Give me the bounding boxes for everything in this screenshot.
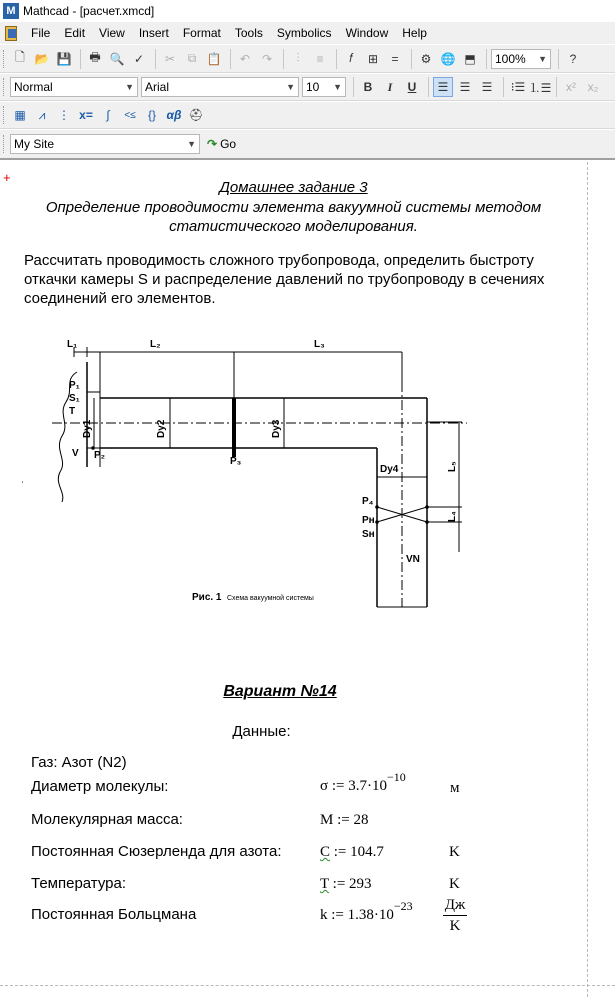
t-value: 293: [349, 876, 372, 892]
greek-icon[interactable]: αβ: [166, 108, 182, 122]
assign-op: :=: [333, 844, 347, 860]
programming-icon[interactable]: {}: [147, 108, 156, 122]
label-vn: VN: [406, 554, 420, 565]
separator: [503, 77, 504, 97]
calculate-icon[interactable]: =: [391, 51, 399, 66]
k-exponent: −23: [393, 899, 413, 913]
subtitle-line-1[interactable]: Определение проводимости элемента вакуумной системы методом: [45, 199, 542, 216]
menu-view[interactable]: View: [99, 26, 125, 40]
task-line-1[interactable]: Рассчитать проводимость сложного трубопровода, определить быстроту: [24, 252, 534, 269]
web-icon[interactable]: ⬒: [464, 51, 476, 66]
label-t: T: [69, 406, 76, 417]
cut-icon[interactable]: ✂: [164, 51, 176, 66]
label-v: V: [72, 448, 79, 459]
param-label-boltzmann[interactable]: Постоянная Больцмана: [31, 906, 197, 923]
unit-joule-per-kelvin: [443, 897, 467, 935]
site-select[interactable]: [10, 134, 200, 154]
label-l4: L₄: [447, 511, 458, 522]
print-icon[interactable]: 🖶: [89, 50, 101, 64]
param-expr-molar-mass[interactable]: [320, 812, 368, 829]
unit-kelvin: K: [449, 876, 460, 892]
separator: [353, 77, 354, 97]
zoom-value: 100%: [495, 51, 526, 66]
insert-function-icon[interactable]: 𝑓: [349, 51, 353, 65]
label-d2: Dу2: [156, 419, 167, 438]
align-center-icon[interactable]: ☰: [459, 80, 471, 94]
homework-title[interactable]: Домашнее задание 3: [219, 179, 368, 196]
separator: [428, 77, 429, 97]
graph-icon[interactable]: ⩘: [38, 107, 46, 122]
menu-bar: [0, 22, 615, 44]
font-size-select[interactable]: [302, 77, 346, 97]
separator: [155, 49, 156, 69]
subscript-button[interactable]: x₂: [587, 80, 599, 94]
numbering-icon[interactable]: ⒈☰: [528, 80, 552, 95]
figure-caption-number: Рис. 1: [192, 592, 222, 603]
label-sh: Sн: [362, 529, 375, 540]
boolean-icon[interactable]: <≤: [124, 109, 136, 121]
param-expr-temperature[interactable]: [320, 876, 372, 893]
variant-title[interactable]: Вариант №14: [223, 683, 337, 700]
style-value: Normal: [14, 80, 53, 94]
gas-label[interactable]: Газ: Азот (N2): [31, 754, 127, 771]
sigma-value: 3.7·10: [348, 778, 387, 794]
redo-icon[interactable]: ↷: [261, 51, 273, 66]
label-p2: P₂: [94, 450, 106, 461]
formatting-toolbar: [0, 73, 615, 101]
m-symbol: M: [320, 812, 334, 828]
param-label-molar-mass[interactable]: Молекулярная масса:: [31, 811, 183, 828]
align-down-icon[interactable]: ≡: [316, 51, 324, 66]
matrix-icon[interactable]: ⋮: [58, 108, 70, 122]
sigma-exponent: −10: [386, 770, 406, 784]
site-value: My Site: [14, 137, 55, 151]
italic-button[interactable]: I: [387, 79, 393, 94]
param-label-diameter[interactable]: Диаметр молекулы:: [31, 778, 169, 795]
param-expr-diameter[interactable]: [320, 770, 406, 795]
document-icon[interactable]: [4, 25, 18, 41]
resources-toolbar: [0, 129, 615, 160]
zoom-select[interactable]: [491, 49, 551, 69]
separator: [411, 49, 412, 69]
sigma-symbol: σ: [320, 778, 329, 794]
paste-icon[interactable]: 📋: [206, 51, 222, 66]
font-value: Arial: [145, 80, 170, 94]
insert-unit-icon[interactable]: ⊞: [367, 51, 379, 66]
page-break-vertical: [587, 162, 588, 997]
param-expr-sutherland[interactable]: [320, 844, 384, 861]
label-l1: L₁: [67, 339, 78, 350]
task-line-3[interactable]: соединений его элементов.: [24, 290, 216, 307]
mathcad-app-icon: M: [3, 3, 19, 19]
window-title: Mathcad - [расчет.xmcd]: [23, 4, 155, 18]
separator: [558, 49, 559, 69]
bold-button[interactable]: B: [363, 80, 373, 94]
menu-format[interactable]: Format: [182, 26, 221, 40]
unit-meter: м: [450, 780, 460, 796]
undo-icon[interactable]: ↶: [239, 51, 251, 66]
k-symbol: k: [320, 907, 328, 923]
toolbar-grip[interactable]: [3, 78, 6, 96]
font-size-value: 10: [306, 80, 320, 94]
label-d1: Dу1: [82, 419, 93, 438]
title-bar: [0, 0, 615, 22]
new-file-icon[interactable]: 🗋: [15, 50, 25, 64]
separator: [230, 49, 231, 69]
underline-button[interactable]: U: [407, 80, 417, 94]
font-select[interactable]: [141, 77, 299, 97]
menu-file[interactable]: File: [31, 26, 51, 40]
align-left-icon[interactable]: ☰: [433, 77, 453, 97]
style-select[interactable]: [10, 77, 138, 97]
label-p1: P₁: [69, 380, 80, 391]
menu-edit[interactable]: Edit: [64, 26, 86, 40]
assign-op: :=: [337, 812, 350, 828]
label-d3: Dу3: [271, 419, 282, 438]
evaluation-icon[interactable]: x=: [79, 108, 93, 122]
param-label-sutherland[interactable]: Постоянная Сюзерленда для азота:: [31, 843, 282, 860]
separator: [283, 49, 284, 69]
crosshair-cursor-icon: +: [3, 170, 11, 185]
separator: [486, 49, 487, 69]
param-expr-boltzmann[interactable]: [320, 899, 413, 924]
label-s1: S₁: [69, 393, 80, 404]
c-symbol: C: [320, 844, 331, 860]
chevron-down-icon: ▼: [333, 82, 342, 92]
calculator-icon[interactable]: ▦: [14, 108, 26, 122]
label-pv: P₄: [362, 496, 374, 507]
chevron-down-icon: ▼: [286, 82, 295, 92]
toolbar-grip[interactable]: [3, 50, 6, 68]
help-icon[interactable]: ?: [569, 51, 577, 66]
go-arrow-icon: ↷: [207, 137, 218, 151]
menu-window[interactable]: Window: [345, 26, 389, 40]
t-symbol: T: [320, 876, 329, 892]
spell-check-icon[interactable]: ✓: [133, 51, 145, 66]
menu-insert[interactable]: Insert: [138, 26, 169, 40]
unit-kelvin: K: [449, 844, 460, 860]
chevron-down-icon: ▼: [125, 82, 134, 92]
chevron-down-icon: ▼: [187, 139, 196, 149]
standard-toolbar: [0, 44, 615, 73]
task-line-2[interactable]: откачки камеры S и распределение давлений по трубопроводу в сечениях: [24, 271, 545, 288]
separator: [80, 49, 81, 69]
page-break-horizontal: [0, 985, 615, 986]
assign-op: :=: [332, 876, 346, 892]
menu-symbolics[interactable]: Symbolics: [276, 26, 332, 40]
unit-denominator: K: [449, 918, 461, 934]
label-p3: P₃: [230, 456, 242, 467]
copy-icon[interactable]: ⧉: [187, 51, 197, 65]
go-label: Go: [220, 137, 237, 151]
resource-center-icon[interactable]: 🌐: [440, 51, 456, 66]
menu-help[interactable]: Help: [402, 26, 427, 40]
chevron-down-icon: ▼: [538, 53, 547, 64]
data-header[interactable]: Данные:: [232, 723, 291, 740]
toolbar-grip[interactable]: [3, 106, 6, 124]
insert-component-icon[interactable]: ⚙: [420, 51, 432, 66]
label-d4: Dу4: [380, 464, 399, 475]
separator: [336, 49, 337, 69]
m-value: 28: [353, 812, 369, 828]
open-folder-icon[interactable]: 📂: [34, 51, 50, 66]
print-preview-icon[interactable]: 🔍: [109, 51, 125, 66]
worksheet[interactable]: [0, 162, 615, 997]
superscript-button[interactable]: x²: [566, 80, 576, 94]
symbolic-icon[interactable]: ⛑: [188, 108, 204, 122]
toolbar-grip[interactable]: [3, 135, 6, 153]
c-value: 104.7: [350, 844, 384, 860]
label-l5: L₅: [447, 461, 458, 472]
subtitle-line-2[interactable]: статистического моделирования.: [169, 218, 418, 235]
align-right-icon[interactable]: ☰: [481, 80, 493, 94]
k-value: 1.38·10: [347, 907, 394, 923]
separator: [556, 77, 557, 97]
save-icon[interactable]: 💾: [56, 51, 72, 66]
chamber-boundary: [58, 372, 77, 502]
unit-numerator: Дж: [443, 897, 467, 916]
bullets-icon[interactable]: ⁝☰: [510, 80, 526, 94]
vacuum-system-diagram[interactable]: [22, 332, 482, 624]
math-toolbar: [0, 101, 615, 129]
go-button[interactable]: [203, 133, 240, 155]
menu-tools[interactable]: Tools: [234, 26, 263, 40]
calculus-icon[interactable]: ∫: [106, 108, 110, 122]
param-label-temperature[interactable]: Температура:: [31, 875, 127, 892]
figure-caption-text: Схема вакуумной системы: [227, 595, 314, 602]
assign-op: :=: [331, 778, 345, 794]
label-l3: L₃: [314, 339, 325, 350]
assign-op: :=: [331, 907, 344, 923]
label-l2: L₂: [150, 339, 161, 350]
align-across-icon[interactable]: ⫶: [296, 51, 300, 65]
label-ph: Pн: [362, 515, 375, 526]
